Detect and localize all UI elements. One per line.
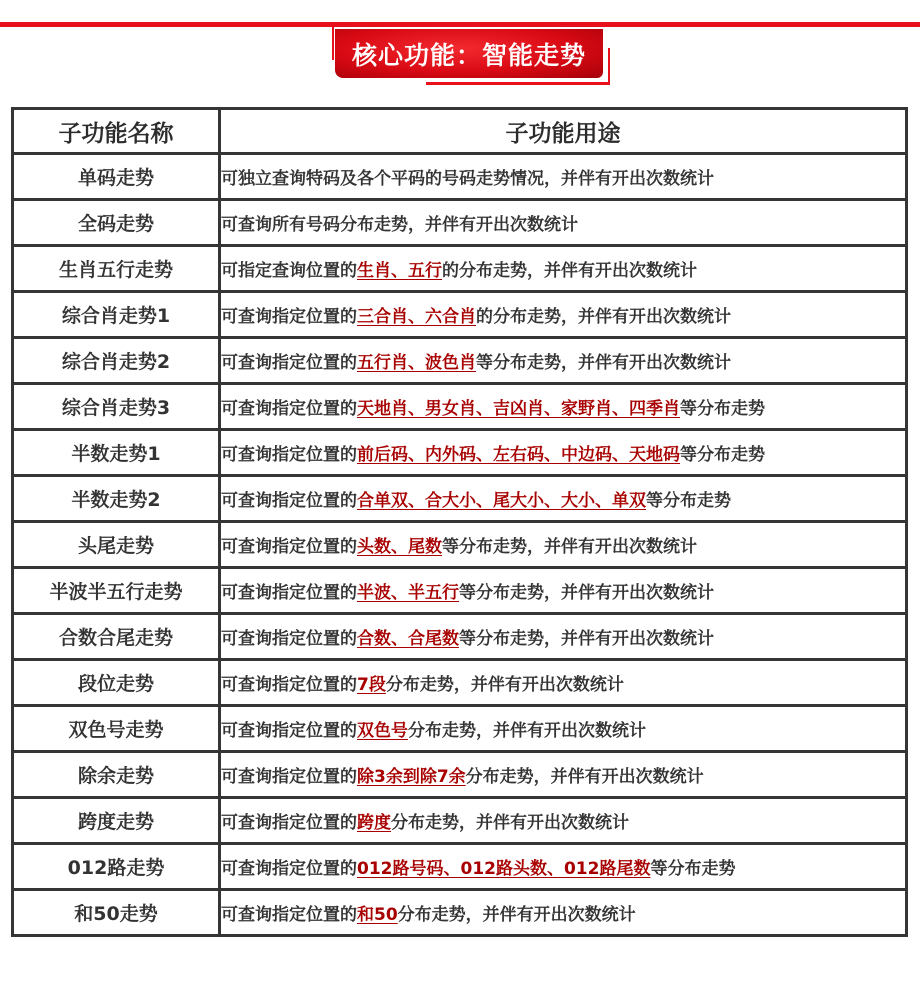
section-title-badge [332,26,612,88]
table-row [13,568,907,614]
purpose-text: 可查询指定位置的 [221,399,357,419]
purpose-text-suffix: 的分布走势，并伴有开出次数统计 [442,261,697,281]
purpose-text: 可查询指定位置的 [221,675,357,695]
table-row [13,246,907,292]
feature-name-cell: 综合肖走势2 [13,338,220,384]
purpose-highlight: 前后码、内外码、左右码、中边码、天地码 [357,445,680,465]
section-title: 核心功能：智能走势 [335,29,603,78]
purpose-text-suffix: 等分布走势，并伴有开出次数统计 [442,537,697,557]
purpose-highlight: 三合肖、六合肖 [357,307,476,327]
feature-name-cell: 双色号走势 [13,706,220,752]
feature-name-cell: 单码走势 [13,154,220,200]
purpose-text: 可查询指定位置的 [221,859,357,879]
purpose-text: 可指定查询位置的 [221,261,357,281]
table-row [13,476,907,522]
purpose-highlight: 和50 [357,905,398,925]
column-header-purpose: 子功能用途 [220,109,907,154]
table-row [13,798,907,844]
feature-name-cell: 012路走势 [13,844,220,890]
purpose-highlight: 7段 [357,675,386,695]
purpose-text-suffix: 分布走势，并伴有开出次数统计 [385,675,624,695]
purpose-text: 可查询指定位置的 [221,583,357,603]
purpose-highlight: 五行肖、波色肖 [357,353,476,373]
feature-purpose-cell [220,614,907,660]
feature-purpose-cell [220,522,907,568]
feature-name-cell: 综合肖走势3 [13,384,220,430]
table-row [13,660,907,706]
table-row [13,154,907,200]
purpose-text: 可查询指定位置的 [221,721,357,741]
purpose-highlight: 双色号 [357,721,408,741]
purpose-highlight: 合数、合尾数 [357,629,459,649]
feature-purpose-cell [220,476,907,522]
feature-purpose-cell [220,154,907,200]
purpose-highlight: 头数、尾数 [357,537,442,557]
table-row [13,384,907,430]
feature-purpose-cell [220,430,907,476]
feature-name-cell: 除余走势 [13,752,220,798]
purpose-text-suffix: 等分布走势 [680,445,765,465]
feature-purpose-cell [220,660,907,706]
feature-name-cell: 综合肖走势1 [13,292,220,338]
table-row [13,522,907,568]
feature-purpose-cell [220,292,907,338]
table-header-row [13,109,907,154]
feature-purpose-cell [220,798,907,844]
feature-purpose-cell [220,752,907,798]
purpose-text-suffix: 分布走势，并伴有开出次数统计 [391,813,629,833]
purpose-text: 可独立查询特码及各个平码的号码走势情况，并伴有开出次数统计 [221,169,714,189]
table-row [13,430,907,476]
feature-purpose-cell [220,384,907,430]
purpose-text: 可查询指定位置的 [221,307,357,327]
column-header-name: 子功能名称 [13,109,220,154]
purpose-text: 可查询指定位置的 [221,905,357,925]
feature-name-cell: 生肖五行走势 [13,246,220,292]
purpose-highlight: 合单双、合大小、尾大小、大小、单双 [357,491,646,511]
purpose-text-suffix: 等分布走势 [650,859,736,879]
purpose-text: 可查询所有号码分布走势，并伴有开出次数统计 [221,215,578,235]
table-row [13,844,907,890]
purpose-text: 可查询指定位置的 [221,537,357,557]
table-row [13,200,907,246]
feature-purpose-cell [220,200,907,246]
purpose-text-suffix: 等分布走势 [646,491,731,511]
purpose-highlight: 生肖、五行 [357,261,442,281]
feature-name-cell: 半数走势2 [13,476,220,522]
purpose-text: 可查询指定位置的 [221,767,357,787]
purpose-text: 可查询指定位置的 [221,491,357,511]
feature-name-cell: 头尾走势 [13,522,220,568]
feature-name-cell: 段位走势 [13,660,220,706]
table-row [13,752,907,798]
purpose-text-suffix: 等分布走势，并伴有开出次数统计 [476,353,731,373]
purpose-text-suffix: 分布走势，并伴有开出次数统计 [465,767,704,787]
purpose-text-suffix: 的分布走势，并伴有开出次数统计 [476,307,731,327]
table-row [13,706,907,752]
feature-table [11,107,908,937]
purpose-highlight: 012路号码、012路头数、012路尾数 [357,859,651,879]
feature-purpose-cell [220,706,907,752]
purpose-text-suffix: 等分布走势，并伴有开出次数统计 [459,583,714,603]
feature-purpose-cell [220,844,907,890]
table-row [13,292,907,338]
purpose-text: 可查询指定位置的 [221,813,357,833]
feature-name-cell: 半数走势1 [13,430,220,476]
feature-purpose-cell [220,338,907,384]
table-row [13,338,907,384]
feature-name-cell: 跨度走势 [13,798,220,844]
table-row [13,890,907,936]
feature-name-cell: 和50走势 [13,890,220,936]
feature-name-cell: 合数合尾走势 [13,614,220,660]
feature-purpose-cell [220,568,907,614]
feature-purpose-cell [220,246,907,292]
purpose-text: 可查询指定位置的 [221,629,357,649]
feature-name-cell: 全码走势 [13,200,220,246]
purpose-text-suffix: 等分布走势 [680,399,765,419]
purpose-highlight: 半波、半五行 [357,583,459,603]
purpose-text-suffix: 分布走势，并伴有开出次数统计 [397,905,636,925]
feature-name-cell: 半波半五行走势 [13,568,220,614]
purpose-highlight: 天地肖、男女肖、吉凶肖、家野肖、四季肖 [357,399,680,419]
purpose-text: 可查询指定位置的 [221,353,357,373]
purpose-highlight: 跨度 [357,813,391,833]
purpose-text: 可查询指定位置的 [221,445,357,465]
purpose-text-suffix: 分布走势，并伴有开出次数统计 [408,721,646,741]
table-row [13,614,907,660]
feature-purpose-cell [220,890,907,936]
purpose-highlight: 除3余到除7余 [357,767,466,787]
purpose-text-suffix: 等分布走势，并伴有开出次数统计 [459,629,714,649]
